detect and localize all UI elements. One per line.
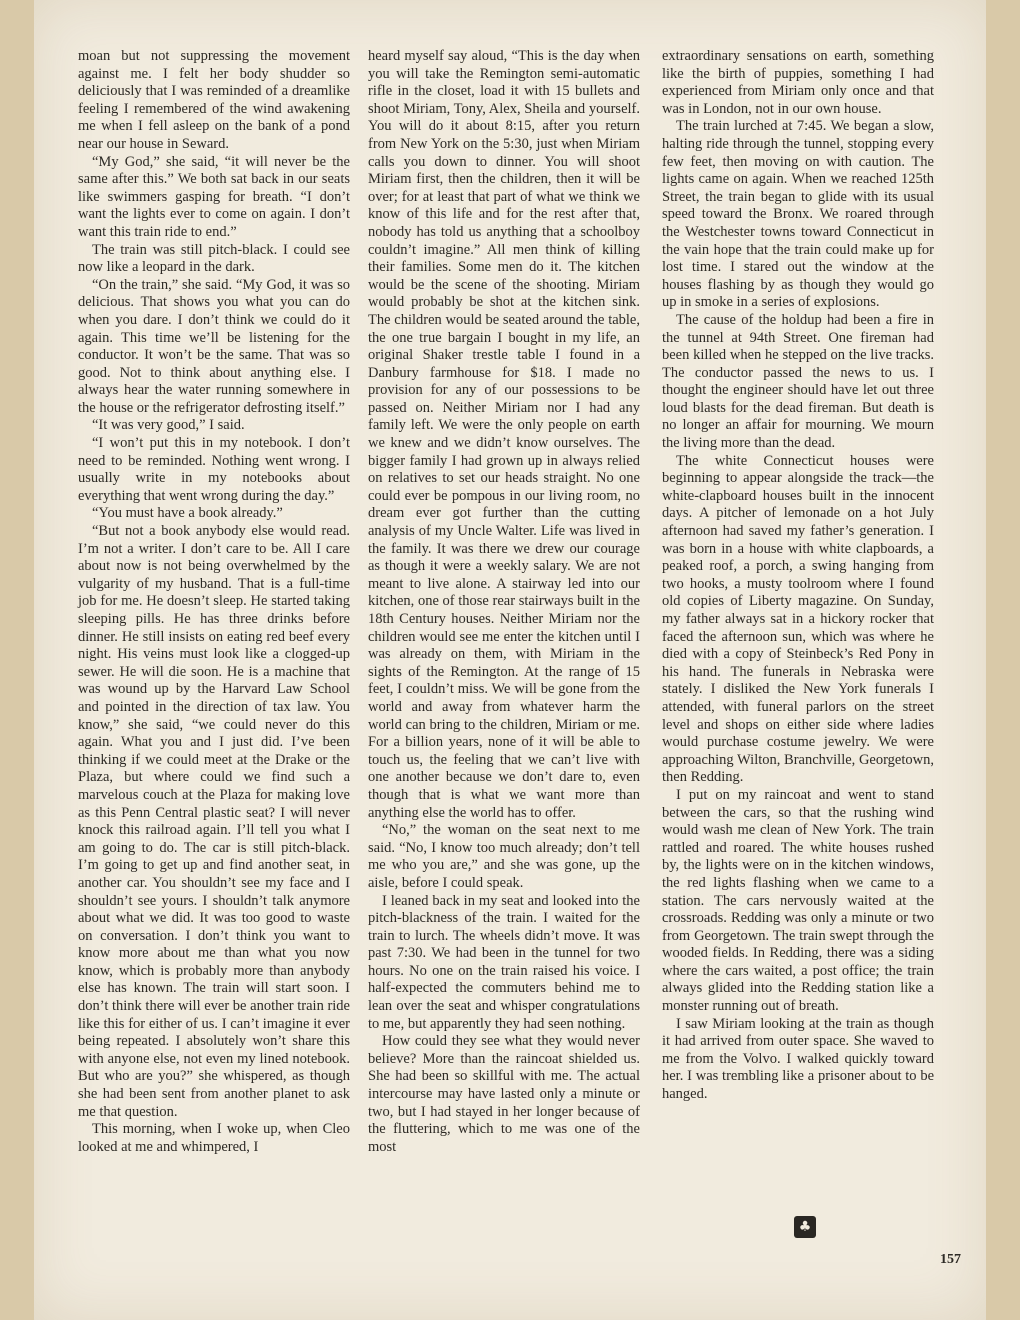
magazine-page (34, 0, 986, 1320)
paragraph: I leaned back in my seat and looked into the pitch-blackness of the train. I waited for the train to lurch. The wheels didn’t move. It was past 7:30. We had been in the tunnel for two hours. No one on the train raised his voice. I half-expected the commuters behind me to lean over the seat and whisper congratulations to me, but apparently they had seen nothing. (368, 892, 640, 1032)
paragraph: The train lurched at 7:45. We began a slow, halting ride through the tunnel, stopping every few feet, then moving on with caution. The lights came on again. When we reached 125th Street, the train began to glide with its usual speed toward the Bronx. We roared through the Westchester towns toward Connecticut in the vain hope that the train could make up for lost time. I stared out the window at the houses flashing by as though they would go up in smoke in a series of explosions. (662, 118, 934, 311)
page-number: 157 (940, 1252, 961, 1267)
paragraph: How could they see what they would never believe? More than the raincoat shielded us. She had been so skillful with me. The actual intercourse may have lasted only a minute or two, but I had stayed in her longer because of the fluttering, which to me was one of the most (368, 1033, 640, 1155)
rabbit-head-icon: ♣ (794, 1216, 816, 1238)
paragraph: moan but not suppressing the movement against me. I felt her body shudder so deliciously that I was reminded of a dreamlike feeling I remembered of the wind awakening me when I fell asleep on the bank of a pond near our house in Seward. (78, 48, 350, 152)
paragraph: “You must have a book already.” (92, 505, 283, 522)
paragraph: “But not a book anybody else would read. I’m not a writer. I don’t care to be. All I care about now is not being overwhelmed by the vulgarity of my husband. That is a full-time job for me. He doesn’t sleep. He started taking sleeping pills. He has three drinks before dinner. He still insists on eating red beef every night. His veins must look like a clogged-up sewer. He will die soon. He is a machine that was wound up by the Harvard Law School and pointed in the direction of tax law. You know,” she said, “we could never do this again. What you and I just did. I’ve been thinking if we could meet at the Drake or the Plaza, but where could we find such a marvelous couch at the Plaza for making love as this Penn Central plastic seat? I will never knock this railroad again. I’ll tell you what I am going to do. The car is still pitch-black. I’m going to get up and find another seat, in another car. You shouldn’t see my face and I shouldn’t see yours. I shouldn’t talk anymore about what we did. It was too good to waste on conversation. I don’t think you want to know more about me than what you now know, which is probably more than anybody else has known. The train will start soon. I don’t think there will ever be another train ride like this for either of us. I can’t imagine it ever being repeated. I absolutely won’t share this with anyone else, not even my lined notebook. But who are you?” she whispered, as though she had been sent from another planet to ask me that question. (78, 523, 350, 1120)
text-column-2 (368, 48, 640, 1156)
paragraph: “On the train,” she said. “My God, it was so delicious. That shows you what you can do when you dare. I don’t think we could do it again. This time we’ll be listening for the conductor. It won’t be the same. That was so good. Not to think about anything else. I always hear the water running somewhere in the house or the refrigerator defrosting itself.” (78, 276, 350, 416)
paragraph: “My God,” she said, “it will never be the same after this.” We both sat back in our seats like swimmers gasping for breath. “I don’t want the lights ever to come on again. I don’t want this train ride to end.” (78, 153, 350, 240)
paragraph: The train was still pitch-black. I could see now like a leopard in the dark. (78, 241, 350, 276)
paragraph: This morning, when I woke up, when Cleo looked at me and whimpered, I (78, 1121, 350, 1155)
text-column-3 (662, 48, 934, 1104)
paragraph: “It was very good,” I said. (92, 417, 245, 434)
paragraph: I put on my raincoat and went to stand between the cars, so that the rushing wind would wash me clean of New York. The train rattled and roared. The white houses rushed by, the lights were on in the kitchen windows, the red lights flashing when we came to a station. The cars nervously waited at the crossroads. Redding was only a minute or two from Georgetown. The train swept through the wooded fields. In Redding, there was a siding where the cars waited, a post office; the train always glided into the Redding station like a monster running out of breath. (662, 786, 934, 1015)
text-column-1 (78, 48, 350, 1156)
paragraph: I saw Miriam looking at the train as though it had arrived from outer space. She waved to me from the Volvo. I walked quickly toward her. I was trembling like a prisoner about to be hanged. (662, 1015, 934, 1103)
paragraph: heard myself say aloud, “This is the day when you will take the Remington semi-automatic rifle in the closet, load it with 15 bullets and shoot Miriam, Tony, Alex, Sheila and yourself. You will do it about 8:15, after you return from New York on the 5:30, just when Miriam calls you down to dinner. You will shoot Miriam first, then the children, then it will be over; for at least that part of what we think we know of this life and for the rest after that, nobody has told us anything that a schoolboy couldn’t imagine.” All men think of killing their families. Some men do it. The kitchen would be the scene of the shooting. Miriam would probably be shot at the kitchen sink. The children would be seated around the table, the one true bargain I bought in my life, an original Shaker trestle table I found in a Danbury farmhouse for $18. I made no provision for any of our possessions to be passed on. Neither Miriam nor I had any family left. We were the only people on earth we knew and we didn’t know ourselves. The bigger family I had grown up in always relied on relatives to set our heads straight. No one could ever be pompous in our living room, no dream ever got further than the cutting analysis of my Uncle Walter. Life was lived in the family. It was there we drew our courage as though it were a weekly salary. We are not meant to live alone. A stairway led into our kitchen, one of those rear stairways built in the 18th Century houses. Neither Miriam nor the children would see me enter the kitchen until I was already on them, with Miriam in the sights of the Remington. At the range of 15 feet, I couldn’t miss. We will be gone from the world and away from whatever harm the world can bring to the children, Miriam or me. For a billion years, none of it will be able to touch us, the feeling that we can’t live with one another because we don’t dare to, even though that is what we want more than anything else the world has to offer. (368, 48, 640, 821)
paragraph: The white Connecticut houses were beginning to appear alongside the track—the white-clapboard houses built in the innocent days. A pitcher of lemonade on a hot July afternoon had saved my father’s generation. I was born in a house with white clapboards, a peaked roof, a porch, a swing hanging from two hooks, a musty toolroom where I found old copies of Liberty magazine. On Sunday, my father always sat in a hickory rocker that faced the afternoon sun, which was where he died with a copy of Steinbeck’s Red Pony in his hand. The funerals in Nebraska were stately. I disliked the New York funerals I attended, with funeral parlors on the street level and shops on either side where ladies would purchase costume jewelry. We were approaching Wilton, Branchville, Georgetown, then Redding. (662, 452, 934, 786)
paragraph: “I won’t put this in my notebook. I don’t need to be reminded. Nothing went wrong. I usually write in my notebooks about everything that went wrong during the day.” (78, 435, 350, 504)
paragraph: “No,” the woman on the seat next to me said. “No, I know too much already; don’t tell me who you are,” and she was gone, up the aisle, before I could speak. (368, 822, 640, 891)
paragraph: The cause of the holdup had been a fire in the tunnel at 94th Street. One fireman had been killed when he stepped on the live tracks. The conductor passed the news to us. I thought the engineer should have let out three loud blasts for the dead fireman. But death is no longer an affair for mourning. We mourn the living more than the dead. (662, 311, 934, 452)
paragraph: extraordinary sensations on earth, something like the birth of puppies, something I had experienced from Miriam only once and that was in London, not in our own house. (662, 48, 934, 117)
